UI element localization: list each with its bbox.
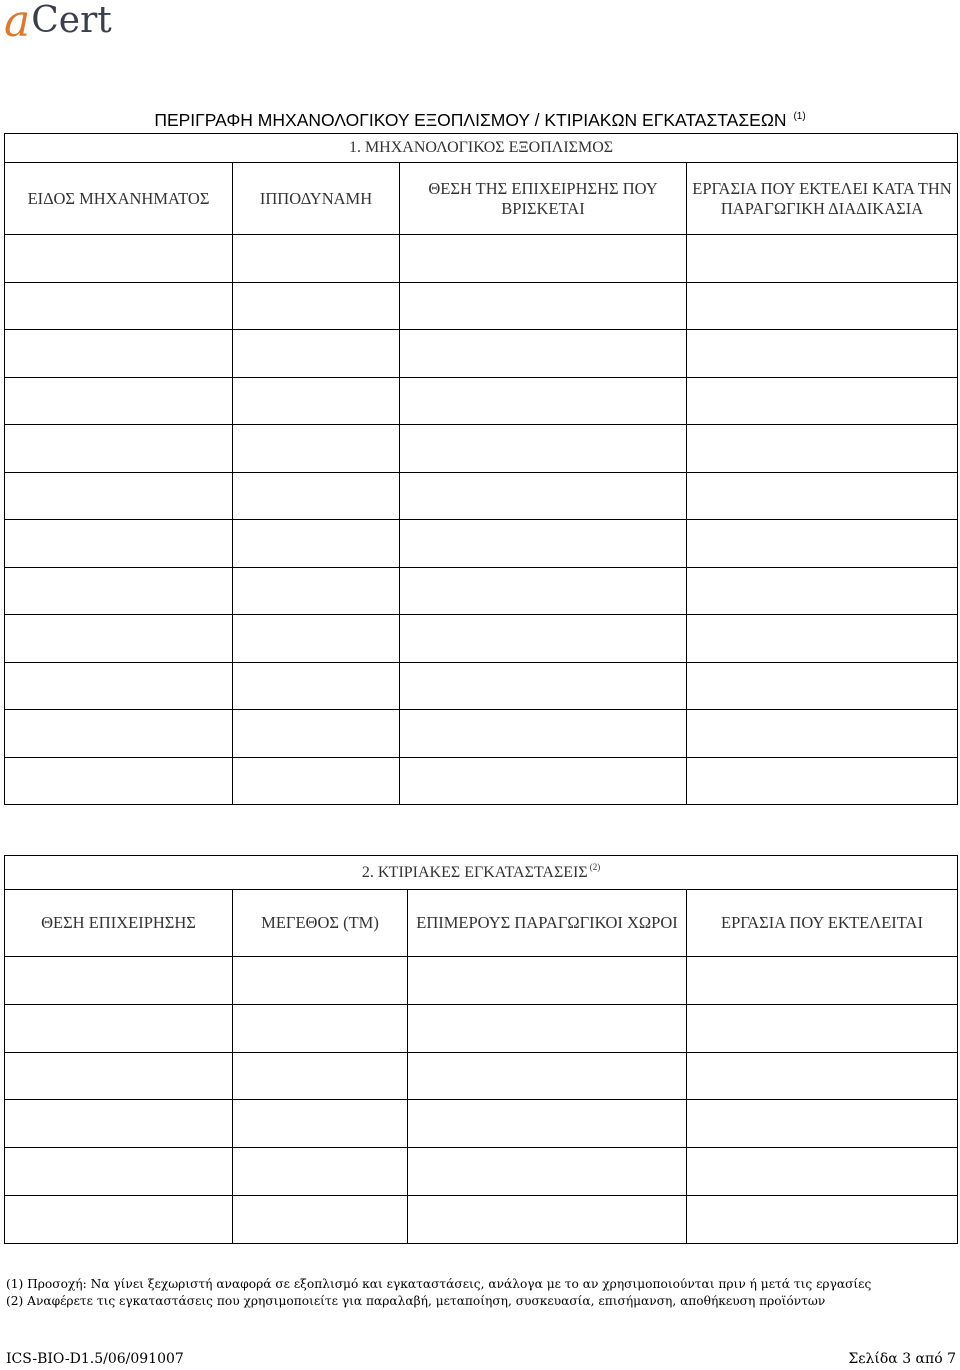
equipment-table-row	[5, 567, 958, 615]
equipment-table-cell[interactable]	[687, 425, 958, 473]
buildings-table-cell[interactable]	[5, 1100, 233, 1148]
page-title	[0, 110, 960, 131]
equipment-table-cell[interactable]	[400, 425, 687, 473]
section1-title: 1. ΜΗΧΑΝΟΛΟΓΙΚΟΣ ΕΞΟΠΛΙΣΜΟΣ	[5, 134, 958, 163]
equipment-table-cell[interactable]	[687, 615, 958, 663]
equipment-table-cell[interactable]	[400, 662, 687, 710]
equipment-table-cell[interactable]	[400, 710, 687, 758]
logo-letter-a: a	[4, 0, 31, 47]
equipment-table-cell[interactable]	[233, 757, 400, 805]
header-location: ΘΕΣΗ ΤΗΣ ΕΠΙΧΕΙΡΗΣΗΣ ΠΟΥ ΒΡΙΣΚΕΤΑΙ	[400, 163, 687, 235]
buildings-table-cell[interactable]	[233, 1195, 408, 1243]
buildings-table-cell[interactable]	[233, 1004, 408, 1052]
buildings-table-cell[interactable]	[408, 1195, 687, 1243]
header-machine-type: ΕΙΔΟΣ ΜΗΧΑΝΗΜΑΤΟΣ	[5, 163, 233, 235]
buildings-table-cell[interactable]	[5, 1148, 233, 1196]
buildings-table-cell[interactable]	[687, 1052, 958, 1100]
equipment-table-cell[interactable]	[5, 425, 233, 473]
equipment-table-row	[5, 282, 958, 330]
equipment-table-cell[interactable]	[400, 615, 687, 663]
equipment-table-row	[5, 472, 958, 520]
equipment-table-cell[interactable]	[687, 757, 958, 805]
buildings-table-cell[interactable]	[5, 1004, 233, 1052]
equipment-table-cell[interactable]	[687, 567, 958, 615]
equipment-table-cell[interactable]	[5, 235, 233, 283]
buildings-table-cell[interactable]	[408, 1004, 687, 1052]
buildings-table-row	[5, 957, 958, 1005]
buildings-table-cell[interactable]	[408, 1052, 687, 1100]
buildings-table-cell[interactable]	[687, 1004, 958, 1052]
equipment-table-row	[5, 235, 958, 283]
equipment-table-cell[interactable]	[687, 520, 958, 568]
equipment-table-cell[interactable]	[5, 282, 233, 330]
equipment-table-cell[interactable]	[233, 567, 400, 615]
equipment-table-cell[interactable]	[233, 425, 400, 473]
buildings-table-cell[interactable]	[408, 957, 687, 1005]
header-task-performed: ΕΡΓΑΣΙΑ ΠΟΥ ΕΚΤΕΛΕΙΤΑΙ	[687, 890, 958, 957]
equipment-table-row	[5, 757, 958, 805]
equipment-table-row	[5, 377, 958, 425]
buildings-table-cell[interactable]	[233, 1052, 408, 1100]
buildings-table-cell[interactable]	[5, 1052, 233, 1100]
equipment-table-cell[interactable]	[400, 757, 687, 805]
equipment-table-cell[interactable]	[687, 662, 958, 710]
equipment-table-cell[interactable]	[233, 235, 400, 283]
equipment-table-cell[interactable]	[5, 377, 233, 425]
buildings-table-row	[5, 1100, 958, 1148]
buildings-table	[4, 855, 958, 1244]
buildings-table-cell[interactable]	[408, 1100, 687, 1148]
buildings-table-cell[interactable]	[233, 1100, 408, 1148]
footnote-2: (2) Αναφέρετε τις εγκαταστάσεις που χρησιμοποιείτε για παραλαβή, μεταποίηση, συσκευασία, επισήμανση, αποθήκευση προϊόντων	[6, 1294, 826, 1308]
buildings-table-cell[interactable]	[687, 1195, 958, 1243]
equipment-table-cell[interactable]	[400, 235, 687, 283]
page-title-text: ΠΕΡΙΓΡΑΦΗ ΜΗΧΑΝΟΛΟΓΙΚΟΥ ΕΞΟΠΛΙΣΜΟΥ / ΚΤΙΡΙΑΚΩΝ ΕΓΚΑΤΑΣΤΑΣΕΩΝ	[154, 110, 787, 130]
equipment-table-cell[interactable]	[233, 710, 400, 758]
equipment-table-cell[interactable]	[233, 615, 400, 663]
equipment-table-row	[5, 710, 958, 758]
equipment-table-row	[5, 330, 958, 378]
logo-cert-text: Cert	[31, 0, 112, 41]
equipment-table	[4, 133, 958, 805]
section2-title-note: (2)	[589, 862, 601, 873]
equipment-table-row	[5, 615, 958, 663]
equipment-table-cell[interactable]	[687, 282, 958, 330]
equipment-table-cell[interactable]	[5, 757, 233, 805]
buildings-table-row	[5, 1052, 958, 1100]
footnotes	[6, 1276, 871, 1310]
header-size-sqm: ΜΕΓΕΘΟΣ (ΤΜ)	[233, 890, 408, 957]
equipment-table-cell[interactable]	[5, 710, 233, 758]
equipment-table-cell[interactable]	[5, 472, 233, 520]
equipment-table-row	[5, 520, 958, 568]
buildings-table-cell[interactable]	[408, 1148, 687, 1196]
section2-title-text: 2. ΚΤΙΡΙΑΚΕΣ ΕΓΚΑΤΑΣΤΑΣΕΙΣ	[361, 864, 588, 882]
equipment-table-cell[interactable]	[687, 235, 958, 283]
buildings-table-cell[interactable]	[687, 957, 958, 1005]
header-production-areas: ΕΠΙΜΕΡΟΥΣ ΠΑΡΑΓΩΓΙΚΟΙ ΧΩΡΟΙ	[408, 890, 687, 957]
buildings-table-cell[interactable]	[687, 1100, 958, 1148]
equipment-table-cell[interactable]	[5, 520, 233, 568]
equipment-table-cell[interactable]	[400, 377, 687, 425]
buildings-table-cell[interactable]	[233, 1148, 408, 1196]
buildings-table-cell[interactable]	[5, 957, 233, 1005]
header-production-task: ΕΡΓΑΣΙΑ ΠΟΥ ΕΚΤΕΛΕΙ ΚΑΤΑ ΤΗΝ ΠΑΡΑΓΩΓΙΚΗ ΔΙΑΔΙΚΑΣΙΑ	[687, 163, 958, 235]
equipment-table-cell[interactable]	[400, 567, 687, 615]
buildings-table-cell[interactable]	[5, 1195, 233, 1243]
equipment-table-cell[interactable]	[5, 567, 233, 615]
section2-title	[5, 856, 958, 890]
buildings-table-cell[interactable]	[687, 1148, 958, 1196]
equipment-table-cell[interactable]	[233, 472, 400, 520]
page-title-note: (1)	[793, 111, 806, 122]
header-business-location: ΘΕΣΗ ΕΠΙΧΕΙΡΗΣΗΣ	[5, 890, 233, 957]
equipment-table-cell[interactable]	[400, 472, 687, 520]
equipment-table-cell[interactable]	[687, 710, 958, 758]
equipment-table-cell[interactable]	[687, 330, 958, 378]
equipment-table-row	[5, 662, 958, 710]
equipment-table-cell[interactable]	[687, 377, 958, 425]
equipment-table-cell[interactable]	[5, 615, 233, 663]
header-horsepower: ΙΠΠΟΔΥΝΑΜΗ	[233, 163, 400, 235]
equipment-table-cell[interactable]	[5, 330, 233, 378]
buildings-table-row	[5, 1004, 958, 1052]
page-number: Σελίδα 3 από 7	[848, 1351, 956, 1367]
buildings-table-cell[interactable]	[233, 957, 408, 1005]
equipment-table-cell[interactable]	[400, 282, 687, 330]
acert-logo	[4, 0, 112, 47]
equipment-table-row	[5, 425, 958, 473]
document-code: ICS-BIO-D1.5/06/091007	[6, 1351, 184, 1367]
buildings-table-row	[5, 1148, 958, 1196]
equipment-table-cell[interactable]	[5, 662, 233, 710]
equipment-table-cell[interactable]	[233, 662, 400, 710]
equipment-table-cell[interactable]	[233, 520, 400, 568]
equipment-table-cell[interactable]	[233, 330, 400, 378]
equipment-table-cell[interactable]	[400, 520, 687, 568]
footnote-1: (1) Προσοχή: Να γίνει ξεχωριστή αναφορά σε εξοπλισμό και εγκαταστάσεις, ανάλογα με το αν χρησιμοποιούνται πριν ή μετά τις εργασίες	[6, 1277, 872, 1291]
equipment-table-cell[interactable]	[233, 282, 400, 330]
equipment-table-cell[interactable]	[233, 377, 400, 425]
buildings-table-row	[5, 1195, 958, 1243]
equipment-table-cell[interactable]	[400, 330, 687, 378]
equipment-table-cell[interactable]	[687, 472, 958, 520]
